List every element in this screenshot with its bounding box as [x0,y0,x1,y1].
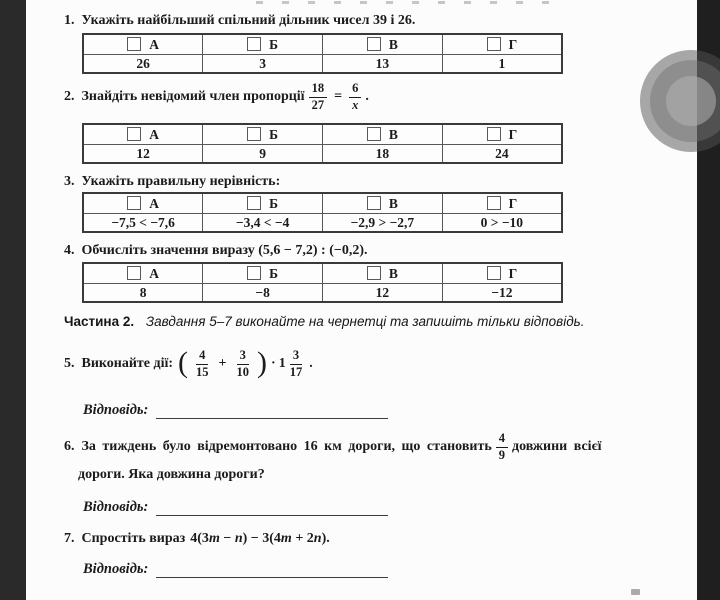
option-g-letter: Г [508,265,518,281]
option-g-checkbox[interactable] [487,196,501,210]
option-v-value: 12 [323,284,443,303]
option-b-checkbox[interactable] [247,37,261,51]
clipped-text-fragment-top [256,1,562,4]
option-v-letter: В [388,36,398,52]
option-a-value: −7,5 < −7,6 [83,214,203,233]
option-g-value: 24 [442,145,562,164]
fraction-numerator: 6 [349,82,361,97]
option-v-letter: В [388,265,398,281]
fraction-denominator: 27 [311,97,325,112]
option-b-value: −3,4 < −4 [203,214,323,233]
options-header-row [83,34,562,55]
option-g-value: 1 [442,55,562,74]
option-g-checkbox[interactable] [487,266,501,280]
option-b-checkbox[interactable] [247,266,261,280]
question-1-number: 1. [64,13,75,28]
fraction-denominator: 9 [498,447,505,462]
fraction-numerator: 3 [290,349,302,364]
option-g-value: 0 > −10 [442,214,562,233]
answer-label: Відповідь: [83,499,149,515]
part-2-heading-line [64,314,585,329]
option-a-header [83,263,203,284]
mixed-number-whole: 1 [278,356,286,371]
question-4 [64,243,368,259]
question-7 [64,531,330,547]
plus-sign: + [218,356,227,371]
option-v-header [323,34,443,55]
option-a-letter: А [149,265,159,281]
option-b-value: −8 [203,284,323,303]
option-a-value: 12 [83,145,203,164]
option-g-value: −12 [442,284,562,303]
expr-variable: m [280,531,292,546]
option-v-header [323,263,443,284]
question-5-number: 5. [64,356,75,371]
expr-part: + 2 [291,531,314,546]
option-a-header [83,124,203,145]
viewer-backdrop-left [0,0,26,600]
option-b-letter: Б [269,36,279,52]
question-1-options-table [82,33,563,74]
option-a-letter: А [149,195,159,211]
question-4-number: 4. [64,243,75,258]
expr-variable: n [234,531,243,546]
option-a-value: 26 [83,55,203,74]
answer-label: Відповідь: [83,561,149,577]
expr-part: − [219,531,235,546]
fraction-numerator: 4 [496,432,508,447]
option-v-checkbox[interactable] [367,266,381,280]
question-6-line-1 [64,429,602,465]
question-2 [64,80,369,114]
question-6-number: 6. [64,439,75,454]
fraction-18-27 [309,82,328,111]
answer-row-7 [83,561,388,578]
fraction-numerator: 3 [237,349,249,364]
option-b-header [203,124,323,145]
option-v-value: 18 [323,145,443,164]
question-4-text: Обчисліть значення виразу (5,6 − 7,2) : (−0,2). [81,243,368,258]
option-b-letter: Б [269,265,279,281]
fraction-numerator: 4 [196,349,208,364]
option-v-letter: В [388,195,398,211]
option-a-checkbox[interactable] [127,37,141,51]
options-value-row [83,214,562,233]
fraction-3-10 [234,349,253,378]
options-value-row [83,55,562,74]
question-6-line-2 [78,467,265,483]
option-g-letter: Г [508,195,518,211]
equals-sign: = [334,89,343,104]
part-2-heading: Частина 2. [64,314,135,329]
option-a-checkbox[interactable] [127,196,141,210]
question-3-text: Укажіть правильну нерівність: [81,174,281,189]
question-7-text: Спростіть вираз [81,531,186,546]
answer-blank-7[interactable] [156,564,388,578]
option-a-value: 8 [83,284,203,303]
document-page [26,0,697,600]
fraction-denominator: 15 [196,364,209,379]
options-header-row [83,124,562,145]
option-b-header [203,193,323,214]
question-6-text-line2: дороги. Яка довжина дороги? [78,467,265,482]
option-b-value: 9 [203,145,323,164]
option-b-header [203,263,323,284]
fraction-4-15 [193,349,212,378]
question-3 [64,174,280,190]
fraction-numerator: 18 [309,82,328,97]
question-5-period: . [309,356,313,371]
fraction-denominator: x [352,97,359,112]
expression [190,531,330,547]
option-g-header [442,193,562,214]
expr-part: ). [321,531,330,546]
option-b-checkbox[interactable] [247,196,261,210]
option-g-letter: Г [508,126,518,142]
expr-variable: n [313,531,322,546]
question-6-text-after: довжини всієї [512,439,602,454]
option-v-value: 13 [323,55,443,74]
option-v-header [323,193,443,214]
option-g-checkbox[interactable] [487,37,501,51]
multiplication-dot: · [271,356,276,371]
fraction-4-9 [496,432,508,461]
question-2-text: Знайдіть невідомий член пропорції [81,89,305,104]
question-2-options-table [82,123,563,164]
option-g-checkbox[interactable] [487,127,501,141]
option-b-header [203,34,323,55]
fraction-denominator: 10 [236,364,250,379]
option-a-letter: А [149,36,159,52]
question-7-number: 7. [64,531,75,546]
question-1 [64,13,415,29]
question-5-text: Виконайте дії: [81,356,174,371]
options-value-row [83,145,562,164]
question-1-text: Укажіть найбільший спільний дільник чисел 39 і 26. [81,13,416,28]
option-a-header [83,193,203,214]
option-a-checkbox[interactable] [127,127,141,141]
option-v-checkbox[interactable] [367,127,381,141]
question-3-number: 3. [64,174,75,189]
option-a-letter: А [149,126,159,142]
option-b-letter: Б [269,195,279,211]
answer-blank-6[interactable] [156,502,388,516]
option-b-letter: Б [269,126,279,142]
answer-row-6 [83,499,388,516]
option-a-header [83,34,203,55]
option-b-value: 3 [203,55,323,74]
question-2-number: 2. [64,89,75,104]
fraction-6-x [349,82,361,111]
option-g-header [442,34,562,55]
options-header-row [83,193,562,214]
option-v-letter: В [388,126,398,142]
question-6-text-before: За тиждень було відремонтовано 16 км дороги, що становить [81,439,492,454]
clipped-page-number-fragment [631,589,640,595]
options-header-row [83,263,562,284]
fraction-3-17 [287,349,306,378]
question-4-options-table [82,262,563,303]
question-2-period: . [365,89,369,104]
expr-variable: m [208,531,220,546]
option-g-header [442,263,562,284]
option-g-letter: Г [508,36,518,52]
expr-part: 4(3 [190,531,209,546]
options-value-row [83,284,562,303]
part-2-instruction: Завдання 5–7 виконайте на чернетці та запишіть тільки відповідь. [145,314,585,329]
option-v-header [323,124,443,145]
open-paren: ( [178,346,189,379]
question-5 [64,342,313,386]
option-v-checkbox[interactable] [367,37,381,51]
expr-part: ) − 3(4 [242,531,281,546]
option-v-value: −2,9 > −2,7 [323,214,443,233]
question-3-options-table [82,192,563,233]
option-v-checkbox[interactable] [367,196,381,210]
answer-blank-5[interactable] [156,405,388,419]
option-a-checkbox[interactable] [127,266,141,280]
option-g-header [442,124,562,145]
fraction-denominator: 17 [289,364,303,379]
close-paren: ) [257,346,268,379]
option-b-checkbox[interactable] [247,127,261,141]
answer-label: Відповідь: [83,402,149,418]
answer-row-5 [83,402,388,419]
